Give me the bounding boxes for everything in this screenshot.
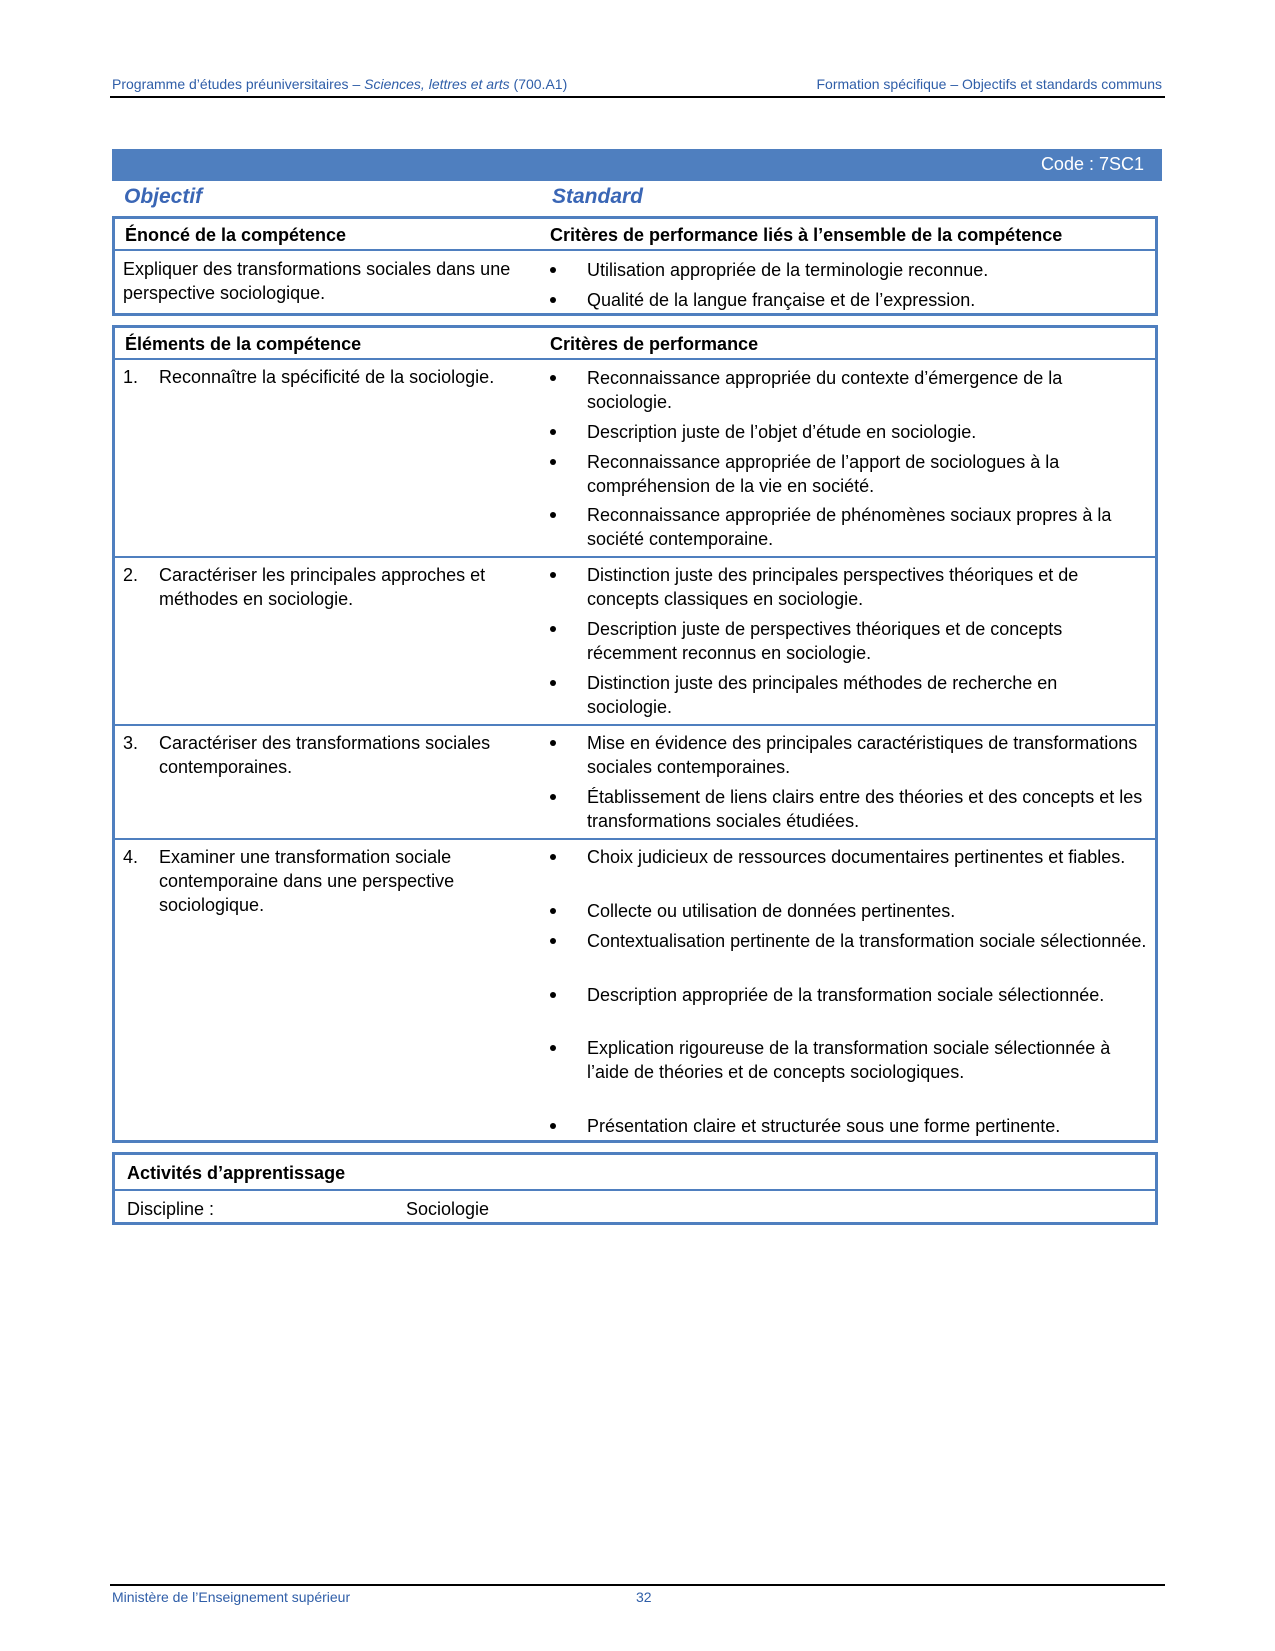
bullet-icon — [550, 626, 556, 632]
bullet-icon — [550, 572, 556, 578]
competency-code: Code : 7SC1 — [1040, 154, 1144, 174]
competence-heading: Énoncé de la compétence — [125, 225, 347, 245]
header-rule — [110, 96, 1165, 98]
objective-heading: Objectif — [124, 185, 203, 208]
bullet-icon — [550, 740, 556, 746]
table-divider — [115, 249, 1155, 251]
bullet-icon — [550, 680, 556, 686]
elements-table: Éléments de la compétence Critères de performance 1. Reconnaître la spécificité de la sociologie. Reconnaissance appropriée du contexte d’émergence de la sociologie. Description juste de l’objet d’étude en sociologie. Reconnaissance appropriée de l’apport de sociologues à la compréhension de la vie en société. Reconnaissance appropriée de phénomènes sociaux propres à la société contemporaine. 2. Caractériser les principales approches et méthodes en sociologie. Distinction juste des principales perspectives théoriques et de concepts classiques en sociologie. Description juste de perspectives théoriques et de concepts récemment reconnus en sociologie. Distinction juste des principales méthodes de recherche en sociologie. 3. Caractériser des transformations sociales contemporaines. Mise en évidence des principales caractéristiques de transformations sociales contemporaines. Établissement de liens clairs entre des théories et des concepts et les transformations sociales étudiées. 4. Examiner une transformation sociale contemporaine dans une perspective sociologique. Choix judicieux de ressources documentaires pertinentes et fiables. Collecte ou utilisation de données pertinentes. Contextualisation pertinente de la transformation sociale sélectionnée. Description appropriée de la transformation sociale sélectionnée. Explication rigoureuse de la transformation sociale sélectionnée à l’aide de théories et de concepts sociologiques. Présentation claire et structurée sous une forme pertinente. — [112, 325, 1158, 1143]
discipline-label: Discipline : — [127, 1199, 215, 1219]
bullet-icon — [550, 1123, 556, 1129]
competence-criteria-heading: Critères de performance liés à l’ensemble de la compétence — [550, 225, 1063, 245]
header-section: Formation spécifique – Objectifs et standards communs — [816, 76, 1162, 92]
header-program: Programme d’études préuniversitaires – Sciences, lettres et arts (700.A1) — [112, 76, 568, 92]
page-number: 32 — [636, 1589, 652, 1605]
code-bar — [112, 149, 1162, 181]
elements-criteria-heading: Critères de performance — [550, 334, 759, 354]
bullet-icon — [550, 375, 556, 381]
bullet-icon — [550, 1045, 556, 1051]
bullet-icon — [550, 854, 556, 860]
bullet-icon — [550, 908, 556, 914]
bullet-icon — [550, 992, 556, 998]
bullet-icon — [550, 459, 556, 465]
bullet-icon — [550, 938, 556, 944]
bullet-icon — [550, 794, 556, 800]
standard-heading: Standard — [552, 185, 644, 208]
bullet-icon — [550, 429, 556, 435]
footer-rule — [110, 1584, 1165, 1586]
table-divider — [115, 838, 1155, 840]
competence-table: Énoncé de la compétence Critères de performance liés à l’ensemble de la compétence Expliquer des transformations sociales dans une perspective sociologique. Utilisation appropriée de la terminologie reconnue. Qualité de la langue française et de l’expression. — [112, 216, 1158, 316]
table-divider — [115, 358, 1155, 360]
discipline-value: Sociologie — [406, 1199, 490, 1219]
footer-ministry: Ministère de l’Enseignement supérieur — [112, 1589, 351, 1605]
elements-heading: Éléments de la compétence — [125, 334, 362, 354]
table-divider — [115, 724, 1155, 726]
activities-heading: Activités d’apprentissage — [127, 1163, 346, 1183]
table-divider — [115, 556, 1155, 558]
activities-table — [112, 1152, 1158, 1225]
bullet-icon — [550, 512, 556, 518]
bullet-icon — [550, 297, 556, 303]
competence-statement: Expliquer des transformations sociales dans une perspective sociologique. — [123, 259, 511, 303]
bullet-icon — [550, 267, 556, 273]
table-divider — [115, 1189, 1155, 1191]
